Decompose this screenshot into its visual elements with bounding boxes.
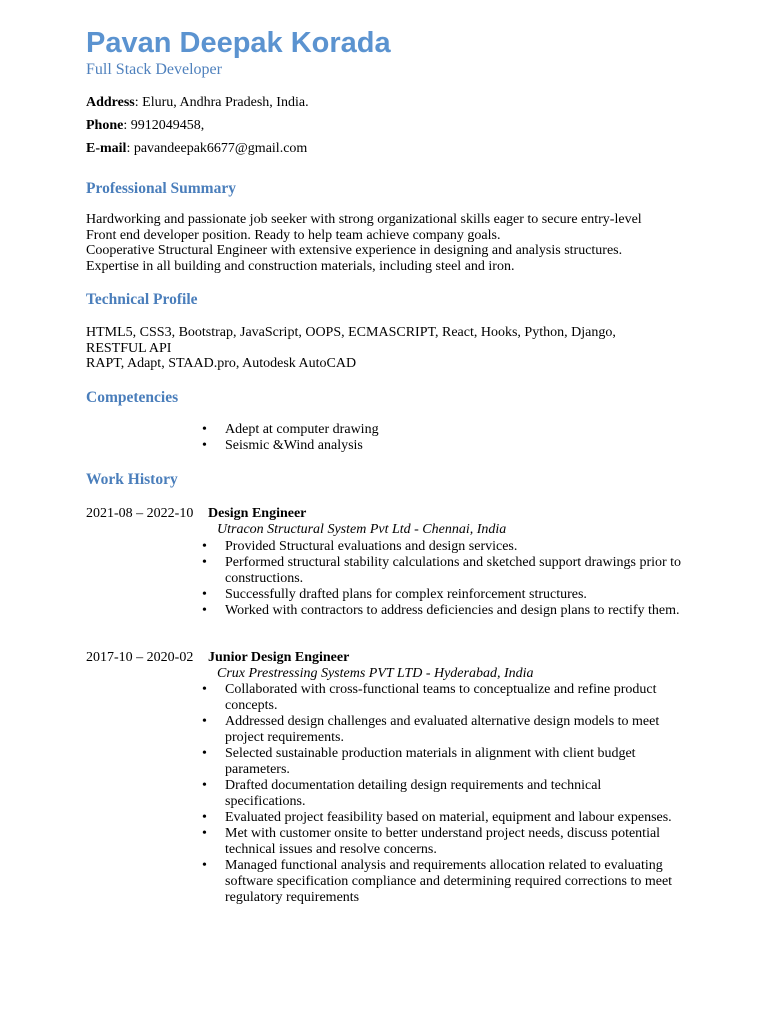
- list-item: [0, 555, 685, 587]
- bullet-icon: •: [202, 587, 207, 602]
- summary-line: Cooperative Structural Engineer with extensive experience in designing and analysis structures.: [86, 243, 623, 258]
- competency-text: Adept at computer drawing: [225, 422, 379, 437]
- job-bullet-text: Managed functional analysis and requirements allocation related to evaluating software specification compliance and determining required corrections to meet regulatory requirements: [225, 858, 673, 905]
- list-item: [0, 682, 685, 714]
- job-dates: 2021-08 – 2022-10: [86, 506, 194, 521]
- contact-email: [86, 140, 307, 157]
- job-bullet-text: Successfully drafted plans for complex reinforcement structures.: [225, 587, 587, 602]
- list-item: [0, 826, 685, 858]
- bullet-icon: •: [202, 555, 207, 570]
- job-title: Junior Design Engineer: [208, 650, 350, 665]
- bullet-icon: •: [202, 746, 207, 761]
- technical-line: HTML5, CSS3, Bootstrap, JavaScript, OOPS, ECMASCRIPT, React, Hooks, Python, Django,: [86, 325, 616, 340]
- summary-line: Expertise in all building and construction materials, including steel and iron.: [86, 259, 515, 274]
- section-title-technical: Technical Profile: [86, 291, 198, 308]
- technical-line: RAPT, Adapt, STAAD.pro, Autodesk AutoCAD: [86, 356, 357, 371]
- job-bullet-text: Evaluated project feasibility based on material, equipment and labour expenses.: [225, 810, 672, 825]
- list-item: [0, 778, 685, 810]
- list-item: [0, 714, 685, 746]
- job-bullet-text: Addressed design challenges and evaluated alternative design models to meet project requirements.: [225, 714, 660, 745]
- section-title-work: Work History: [86, 471, 178, 488]
- competencies-list: [0, 422, 685, 454]
- job-dates: 2017-10 – 2020-02: [86, 650, 194, 665]
- address-value: : Eluru, Andhra Pradesh, India.: [134, 95, 309, 110]
- bullet-icon: •: [202, 714, 207, 729]
- list-item: [0, 746, 685, 778]
- phone-value: : 9912049458,: [123, 118, 205, 133]
- bullet-icon: •: [202, 682, 207, 697]
- list-item: [0, 603, 685, 619]
- contact-address: [86, 94, 309, 111]
- job-bullet-text: Provided Structural evaluations and design services.: [225, 539, 518, 554]
- bullet-icon: •: [202, 438, 207, 453]
- technical-line: RESTFUL API: [86, 341, 172, 356]
- email-value: : pavandeepak6677@gmail.com: [126, 141, 308, 156]
- job-bullet-text: Selected sustainable production materials in alignment with client budget parameters.: [225, 746, 636, 777]
- email-label: E-mail: [86, 141, 127, 156]
- contact-phone: [86, 117, 204, 134]
- job-bullet-text: Drafted documentation detailing design requirements and technical specifications.: [225, 778, 602, 809]
- list-item: [0, 587, 685, 603]
- candidate-role: Full Stack Developer: [86, 61, 222, 78]
- job-bullets: [0, 539, 685, 619]
- address-label: Address: [86, 95, 135, 110]
- bullet-icon: •: [202, 539, 207, 554]
- summary-line: Hardworking and passionate job seeker with strong organizational skills eager to secure entry-level: [86, 212, 642, 227]
- phone-label: Phone: [86, 118, 124, 133]
- bullet-icon: •: [202, 858, 207, 873]
- section-title-competencies: Competencies: [86, 389, 179, 406]
- bullet-icon: •: [202, 422, 207, 437]
- list-item: [0, 858, 685, 906]
- list-item: [0, 810, 685, 826]
- list-item: [0, 438, 685, 454]
- competency-text: Seismic &Wind analysis: [225, 438, 363, 453]
- list-item: [0, 422, 685, 438]
- list-item: [0, 539, 685, 555]
- bullet-icon: •: [202, 603, 207, 618]
- bullet-icon: •: [202, 810, 207, 825]
- job-bullet-text: Performed structural stability calculations and sketched support drawings prior to constructions.: [225, 555, 682, 586]
- job-bullet-text: Met with customer onsite to better understand project needs, discuss potential technical issues and resolve concerns.: [225, 826, 661, 857]
- bullet-icon: •: [202, 778, 207, 793]
- job-title: Design Engineer: [208, 506, 307, 521]
- job-company: Utracon Structural System Pvt Ltd - Chennai, India: [217, 522, 507, 537]
- bullet-icon: •: [202, 826, 207, 841]
- job-bullets: [0, 682, 685, 906]
- summary-line: Front end developer position. Ready to help team achieve company goals.: [86, 228, 501, 243]
- candidate-name: Pavan Deepak Korada: [86, 27, 391, 59]
- job-bullet-text: Worked with contractors to address deficiencies and design plans to rectify them.: [225, 603, 680, 618]
- job-company: Crux Prestressing Systems PVT LTD - Hyderabad, India: [217, 666, 534, 681]
- job-bullet-text: Collaborated with cross-functional teams to conceptualize and refine product concepts.: [225, 682, 657, 713]
- section-title-summary: Professional Summary: [86, 180, 236, 197]
